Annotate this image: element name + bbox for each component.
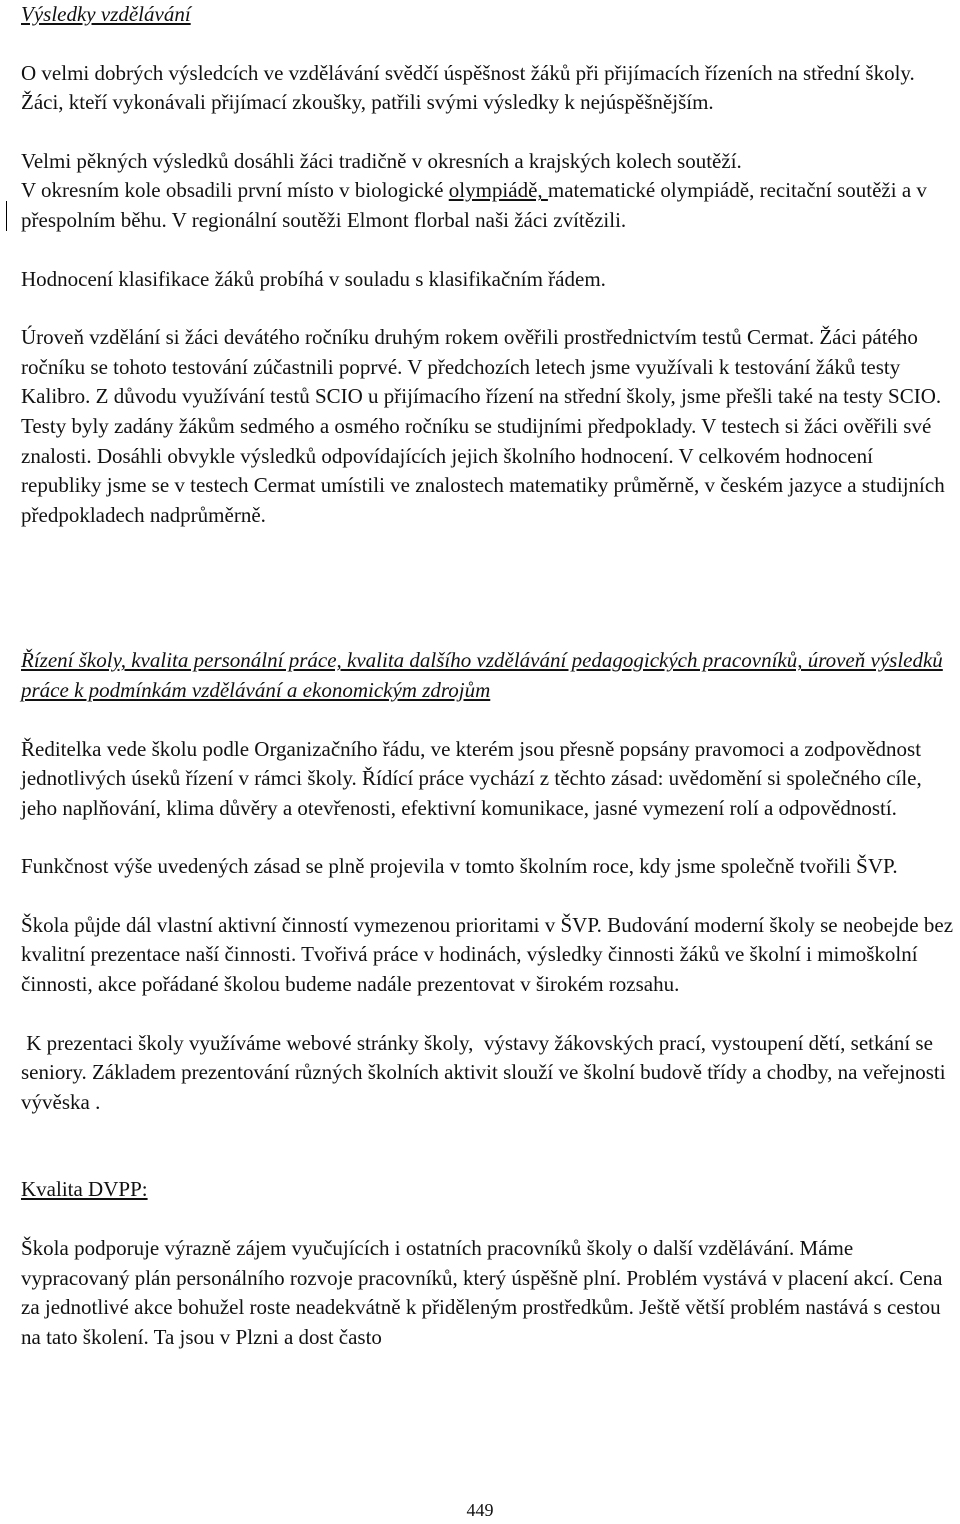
competitions-part-b: olympiádě, bbox=[448, 178, 548, 203]
paragraph-competitions bbox=[21, 147, 956, 236]
page-number: 449 bbox=[466, 1500, 494, 1520]
competitions-part-c: matematické olympiádě, recitační soutěži a v přespolním běhu. V regionální soutěži Elmont florbal naši žáci zvítězili. bbox=[21, 178, 927, 232]
revision-bar bbox=[6, 201, 7, 231]
paragraph-classification: Hodnocení klasifikace žáků probíhá v souladu s klasifikačním řádem. bbox=[21, 266, 606, 291]
paragraph-functionality: Funkčnost výše uvedených zásad se plně projevila v tomto školním roce, kdy jsme společně tvořili ŠVP. bbox=[21, 854, 898, 879]
section-heading-management: Řízení školy, kvalita personální práce, kvalita dalšího vzdělávání pedagogických pracovníků, úroveň výsledků práce k podmínkám vzdělávání a ekonomickým zdrojům bbox=[21, 648, 943, 702]
document-page bbox=[21, 0, 956, 1352]
competitions-line1: Velmi pěkných výsledků dosáhli žáci tradičně v okresních a krajských kolech soutěží. bbox=[21, 148, 742, 173]
paragraph-dvpp: Škola podporuje výrazně zájem vyučujících i ostatních pracovníků školy o další vzdělávání. Máme vypracovaný plán personálního rozvoje pracovníků, který úspěšně plní. Problém vystává v placení akcí. Cena za jednotlivé akce bohužel roste neadekvátně k přiděleným prostředkům. Ještě větší problém nastává s cestou na tato školení. Ta jsou v Plzni a dost často bbox=[21, 1236, 943, 1349]
section-heading-results: Výsledky vzdělávání bbox=[21, 2, 191, 26]
paragraph-admissions: O velmi dobrých výsledcích ve vzdělávání svědčí úspěšnost žáků při přijímacích řízeních na střední školy. Žáci, kteří vykonávali přijímací zkoušky, patřili svými výsledky k nejúspěšnějším. bbox=[21, 60, 915, 115]
section-heading-dvpp: Kvalita DVPP: bbox=[21, 1177, 148, 1202]
paragraph-director: Ředitelka vede školu podle Organizačního řádu, ve kterém jsou přesně popsány pravomoci a zodpovědnost jednotlivých úseků řízení v rámci školy. Řídící práce vychází z těchto zásad: uvědomění si společného cíle, jeho naplňování, klima důvěry a otevřenosti, efektivní komunikace, jasné vymezení rolí a odpovědností. bbox=[21, 736, 922, 820]
paragraph-presentation: K prezentaci školy využíváme webové stránky školy, výstavy žákovských prací, vystoupení dětí, setkání se seniory. Základem prezentování různých školních aktivit slouží ve školní budově třídy a chodby, na veřejnosti vývěska . bbox=[21, 1030, 951, 1114]
paragraph-testing: Úroveň vzdělání si žáci devátého ročníku druhým rokem ověřili prostřednictvím testů Cermat. Žáci pátého ročníku se tohoto testování zúčastnili poprvé. V předchozích letech jsme využívali k testování žáků testy Kalibro. Z důvodu využívání testů SCIO u přijímacího řízení na střední školy, jsme přešli také na testy SCIO. Testy byly zadány žákům sedmého a osmého ročníku se studijními předpoklady. V testech si žáci ověřili své znalosti. Dosáhli obvykle výsledků odpovídajících jejich školního hodnocení. V celkovém hodnocení republiky jsme se v testech Cermat umístili ve znalostech matematiky průměrně, v českém jazyce a studijních předpokladech nadprůměrně. bbox=[21, 325, 945, 527]
paragraph-priorities: Škola půjde dál vlastní aktivní činností vymezenou prioritami v ŠVP. Budování moderní školy se neobejde bez kvalitní prezentace naší činnosti. Tvořivá práce v hodinách, výsledky činnosti žáků ve školní i mimoškolní činnosti, akce pořádané školou budeme nadále prezentovat v širokém rozsahu. bbox=[21, 912, 954, 997]
competitions-part-a: V okresním kole obsadili první místo v biologické bbox=[21, 178, 449, 203]
